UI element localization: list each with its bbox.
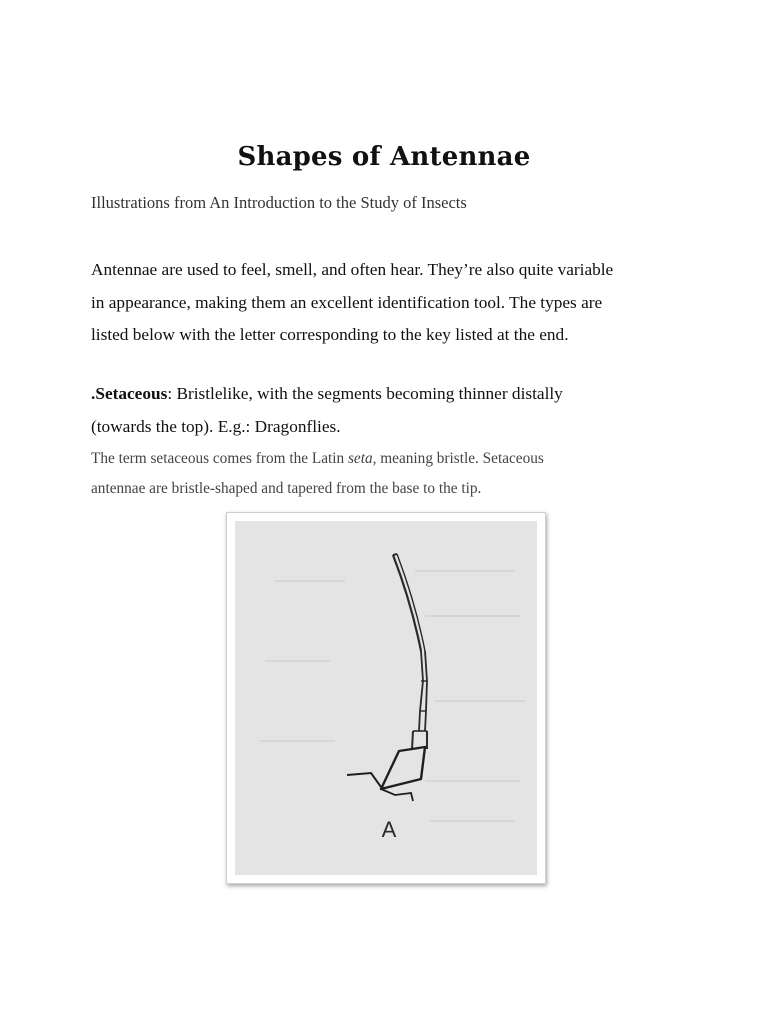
figure-label: A bbox=[381, 817, 397, 842]
intro-paragraph bbox=[91, 254, 691, 352]
subtitle: Illustrations from An Introduction to the Study of Insects bbox=[91, 193, 467, 212]
definition-prefix: . bbox=[91, 384, 96, 403]
definition-text: : Bristlelike, with the segments becoming thinner distally bbox=[167, 384, 563, 403]
definition-term: Setaceous bbox=[95, 384, 168, 403]
setaceous-definition bbox=[91, 378, 691, 443]
note-text: The term setaceous comes from the Latin bbox=[91, 450, 348, 467]
page-title: Shapes of Antennae bbox=[237, 142, 531, 172]
note-text: , meaning bristle. Setaceous bbox=[372, 450, 544, 467]
figure-frame bbox=[226, 512, 546, 884]
latin-term: seta bbox=[347, 450, 373, 467]
intro-line: Antennae are used to feel, smell, and often hear. They’re also quite variable bbox=[91, 260, 614, 279]
definition-text-line2: (towards the top). E.g.: Dragonflies. bbox=[91, 416, 341, 436]
etymology-note bbox=[91, 444, 691, 504]
figure-image bbox=[235, 521, 537, 875]
intro-line: listed below with the letter corresponding to the key listed at the end. bbox=[91, 325, 569, 344]
intro-line: in appearance, making them an excellent identification tool. The types are bbox=[91, 292, 603, 312]
note-text-line2: antennae are bristle-shaped and tapered from the base to the tip. bbox=[91, 480, 482, 497]
